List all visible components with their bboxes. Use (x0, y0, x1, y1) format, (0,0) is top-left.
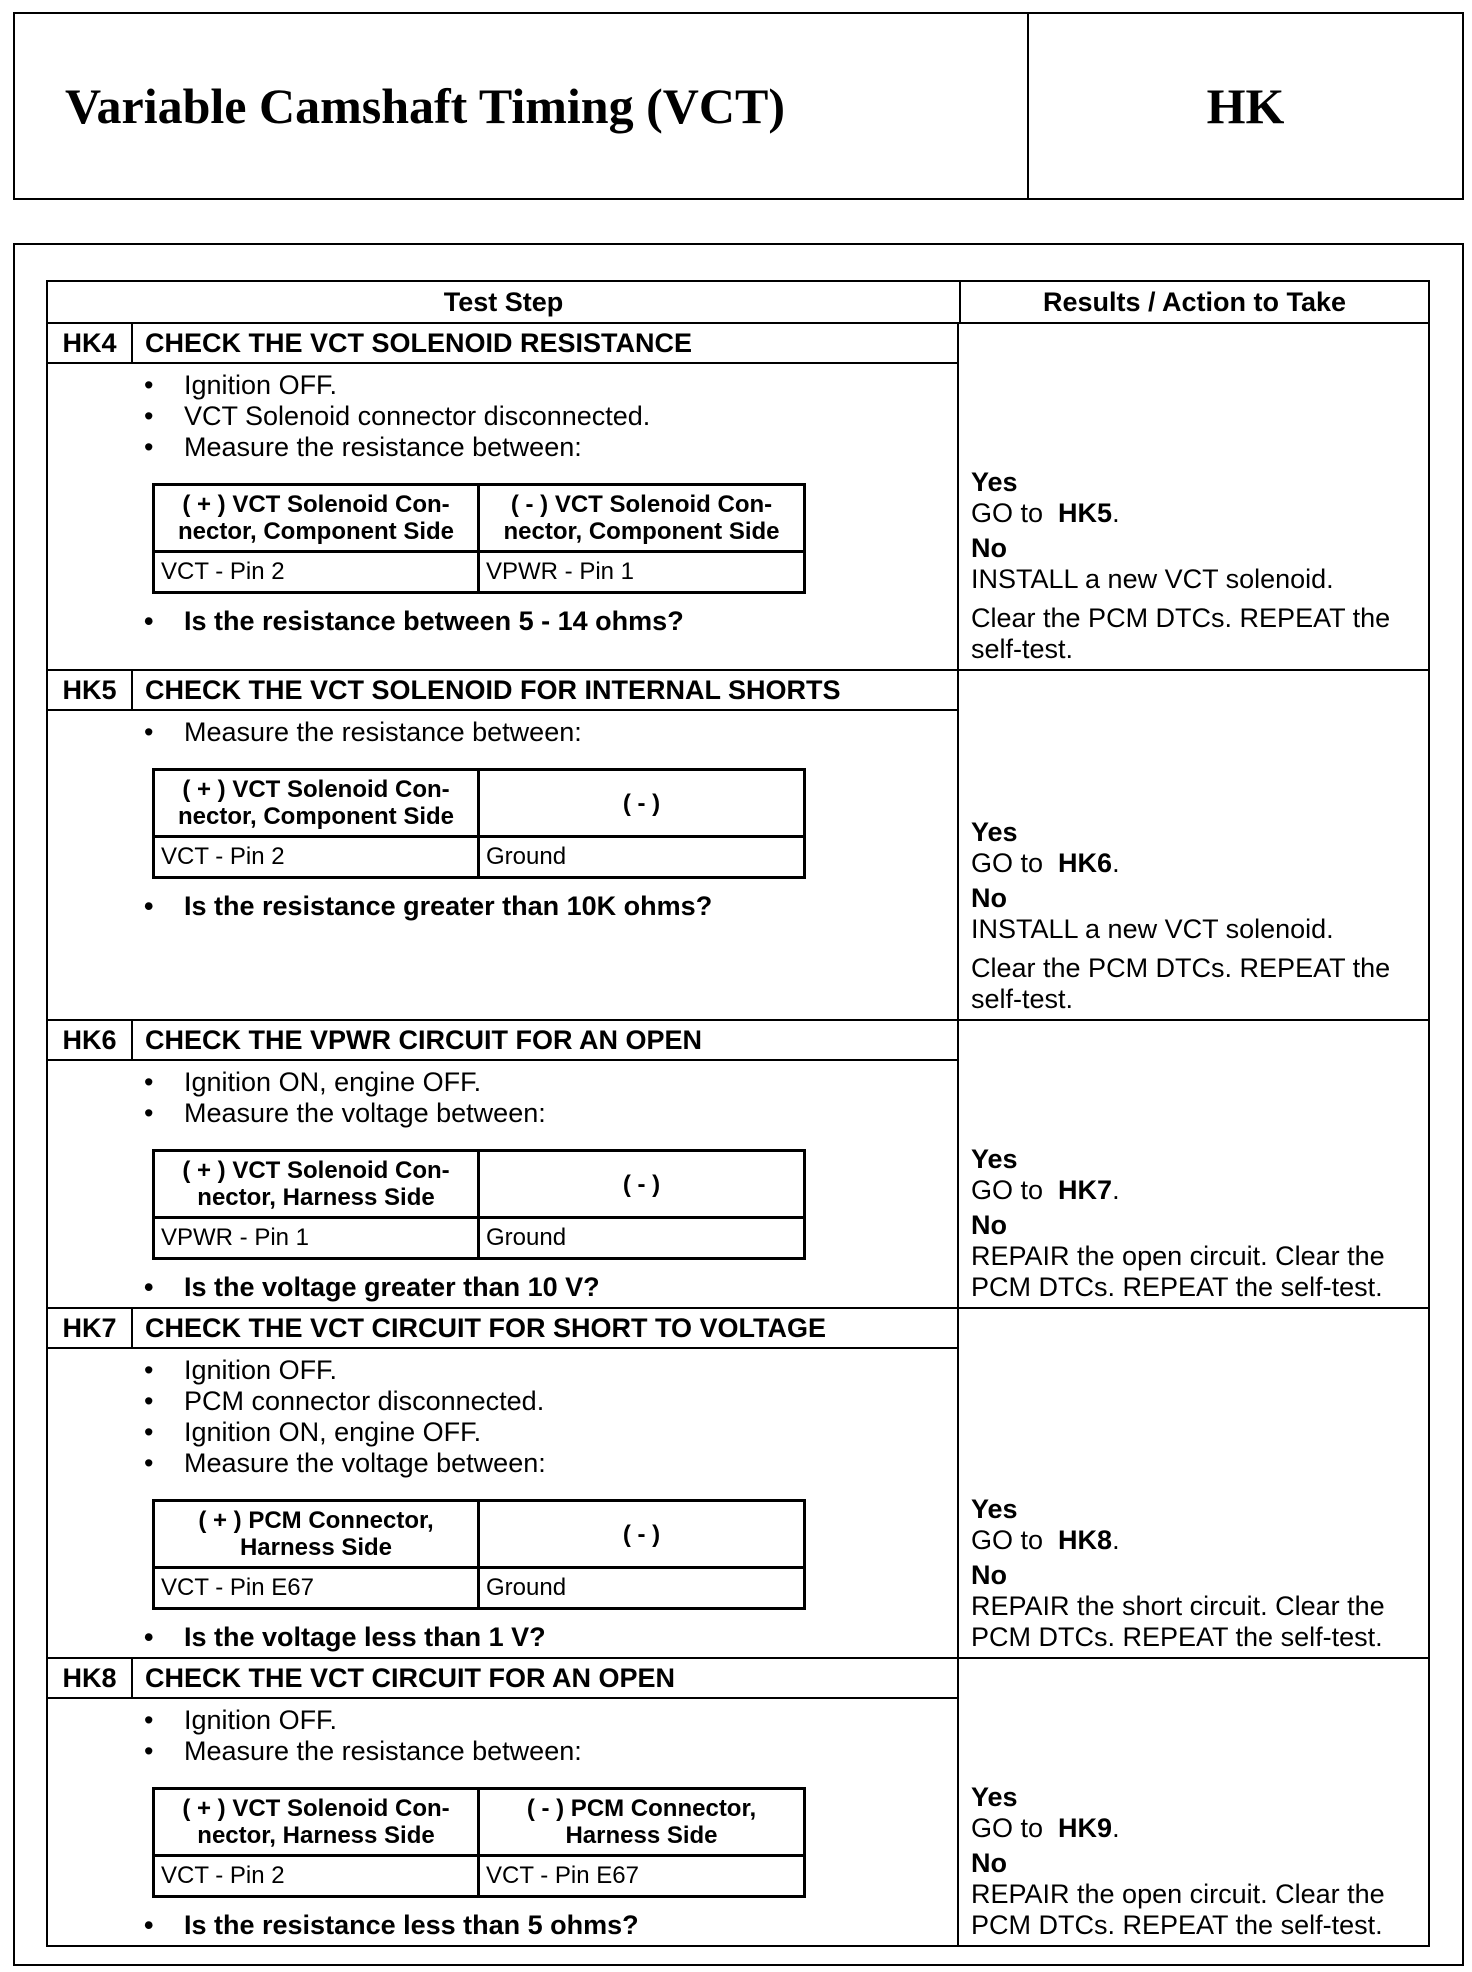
step-bullet: • Ignition OFF. (48, 1705, 957, 1736)
no-label: No (971, 533, 1007, 563)
page-title: Variable Camshaft Timing (VCT) (15, 14, 1029, 198)
step-header (48, 1659, 957, 1699)
column-header-results: Results / Action to Take (1042, 286, 1347, 317)
yes-label: Yes (971, 1782, 1018, 1812)
goto-target: HK7 (1058, 1175, 1113, 1205)
column-header-test-step: Test Step (48, 282, 961, 322)
yes-action: GO to HK7. (971, 1175, 1120, 1205)
page-header (13, 12, 1464, 200)
meas-value-negative: Ground (486, 1224, 567, 1251)
step-id: HK5 (48, 671, 133, 709)
results-cell (959, 1309, 1428, 1657)
yes-label: Yes (971, 467, 1018, 497)
measurement-table (152, 768, 806, 879)
step-header (48, 1309, 957, 1349)
test-step-row (48, 1021, 1428, 1309)
meas-header-negative: ( - ) (622, 789, 661, 817)
meas-header-positive: ( + ) VCT Solenoid Con-nector, Component Side (155, 486, 480, 550)
results-cell (959, 1021, 1428, 1307)
step-bullet: • Measure the resistance between: (48, 432, 957, 463)
measurement-table (152, 483, 806, 594)
meas-header-negative: ( - ) VCT Solenoid Con-nector, Component Side (503, 491, 780, 545)
step-bullet: • VCT Solenoid connector disconnected. (48, 401, 957, 432)
no-label: No (971, 1848, 1007, 1878)
yes-label: Yes (971, 1144, 1018, 1174)
meas-value-negative: Ground (486, 843, 567, 870)
measurement-table (152, 1787, 806, 1898)
step-title: CHECK THE VCT CIRCUIT FOR SHORT TO VOLTAGE (145, 1312, 826, 1343)
test-step-row (48, 324, 1428, 671)
step-id: HK6 (48, 1021, 133, 1059)
step-bullet: • Ignition OFF. (48, 370, 957, 401)
no-action: INSTALL a new VCT solenoid. (971, 914, 1334, 944)
step-bullet: • Measure the resistance between: (48, 1736, 957, 1767)
table-header (48, 282, 1428, 324)
measurement-table (152, 1149, 806, 1260)
no-action: REPAIR the short circuit. Clear the PCM DTCs. REPEAT the self-test. (971, 1591, 1385, 1652)
meas-value-positive: VCT - Pin E67 (155, 1569, 480, 1607)
step-title: CHECK THE VCT CIRCUIT FOR AN OPEN (145, 1662, 676, 1693)
meas-value-negative: VCT - Pin E67 (486, 1862, 639, 1889)
test-table (46, 280, 1430, 1947)
test-step-row (48, 671, 1428, 1021)
step-question: • Is the resistance less than 5 ohms? (48, 1910, 957, 1941)
step-id: HK8 (48, 1659, 133, 1697)
goto-target: HK8 (1058, 1525, 1113, 1555)
yes-action: GO to HK9. (971, 1813, 1120, 1843)
step-id: HK4 (48, 324, 133, 362)
meas-header-negative: ( - ) (622, 1170, 661, 1198)
test-step-cell (48, 1309, 959, 1657)
test-step-row (48, 1309, 1428, 1659)
meas-value-positive: VCT - Pin 2 (155, 553, 480, 591)
yes-action: GO to HK5. (971, 498, 1120, 528)
step-header (48, 1021, 957, 1061)
step-bullet: • Measure the resistance between: (48, 717, 957, 748)
section-code: HK (1206, 78, 1285, 134)
measurement-table (152, 1499, 806, 1610)
meas-header-positive: ( + ) VCT Solenoid Con-nector, Harness Side (155, 1152, 480, 1216)
step-bullet: • PCM connector disconnected. (48, 1386, 957, 1417)
step-bullet: • Ignition OFF. (48, 1355, 957, 1386)
goto-target: HK9 (1058, 1813, 1113, 1843)
test-step-cell (48, 1021, 959, 1307)
step-question: • Is the voltage less than 1 V? (48, 1622, 957, 1653)
step-header (48, 671, 957, 711)
test-step-cell (48, 324, 959, 669)
goto-target: HK6 (1058, 848, 1113, 878)
yes-label: Yes (971, 817, 1018, 847)
no-action: INSTALL a new VCT solenoid. (971, 564, 1334, 594)
meas-value-negative: Ground (486, 1574, 567, 1601)
step-question: • Is the voltage greater than 10 V? (48, 1272, 957, 1303)
meas-value-positive: VCT - Pin 2 (155, 838, 480, 876)
yes-action: GO to HK8. (971, 1525, 1120, 1555)
test-step-cell (48, 671, 959, 1019)
goto-target: HK5 (1058, 498, 1113, 528)
step-title: CHECK THE VPWR CIRCUIT FOR AN OPEN (145, 1024, 703, 1055)
step-header (48, 324, 957, 364)
meas-header-positive: ( + ) PCM Connector, Harness Side (155, 1502, 480, 1566)
no-label: No (971, 1210, 1007, 1240)
step-id: HK7 (48, 1309, 133, 1347)
meas-header-negative: ( - ) PCM Connector, Harness Side (526, 1795, 757, 1849)
step-bullet: • Ignition ON, engine OFF. (48, 1417, 957, 1448)
no-action: REPAIR the open circuit. Clear the PCM DTCs. REPEAT the self-test. (971, 1879, 1385, 1940)
meas-header-positive: ( + ) VCT Solenoid Con-nector, Component Side (155, 771, 480, 835)
step-question: • Is the resistance between 5 - 14 ohms? (48, 606, 957, 637)
step-bullet: • Ignition ON, engine OFF. (48, 1067, 957, 1098)
meas-header-positive: ( + ) VCT Solenoid Con-nector, Harness Side (155, 1790, 480, 1854)
no-label: No (971, 1560, 1007, 1590)
test-step-row (48, 1659, 1428, 1945)
yes-label: Yes (971, 1494, 1018, 1524)
test-step-cell (48, 1659, 959, 1945)
step-title: CHECK THE VCT SOLENOID FOR INTERNAL SHORTS (145, 674, 841, 705)
step-title: CHECK THE VCT SOLENOID RESISTANCE (145, 327, 693, 358)
step-bullet: • Measure the voltage between: (48, 1098, 957, 1129)
no-label: No (971, 883, 1007, 913)
no-action: REPAIR the open circuit. Clear the PCM DTCs. REPEAT the self-test. (971, 1241, 1385, 1302)
meas-value-positive: VPWR - Pin 1 (155, 1219, 480, 1257)
meas-header-negative: ( - ) (622, 1520, 661, 1548)
meas-value-positive: VCT - Pin 2 (155, 1857, 480, 1895)
meas-value-negative: VPWR - Pin 1 (486, 558, 635, 585)
results-cell (959, 324, 1428, 669)
no-action-followup: Clear the PCM DTCs. REPEAT the self-test. (971, 603, 1391, 664)
results-cell (959, 1659, 1428, 1945)
results-cell (959, 671, 1428, 1019)
step-question: • Is the resistance greater than 10K ohms? (48, 891, 957, 922)
step-bullet: • Measure the voltage between: (48, 1448, 957, 1479)
no-action-followup: Clear the PCM DTCs. REPEAT the self-test. (971, 953, 1391, 1014)
yes-action: GO to HK6. (971, 848, 1120, 878)
